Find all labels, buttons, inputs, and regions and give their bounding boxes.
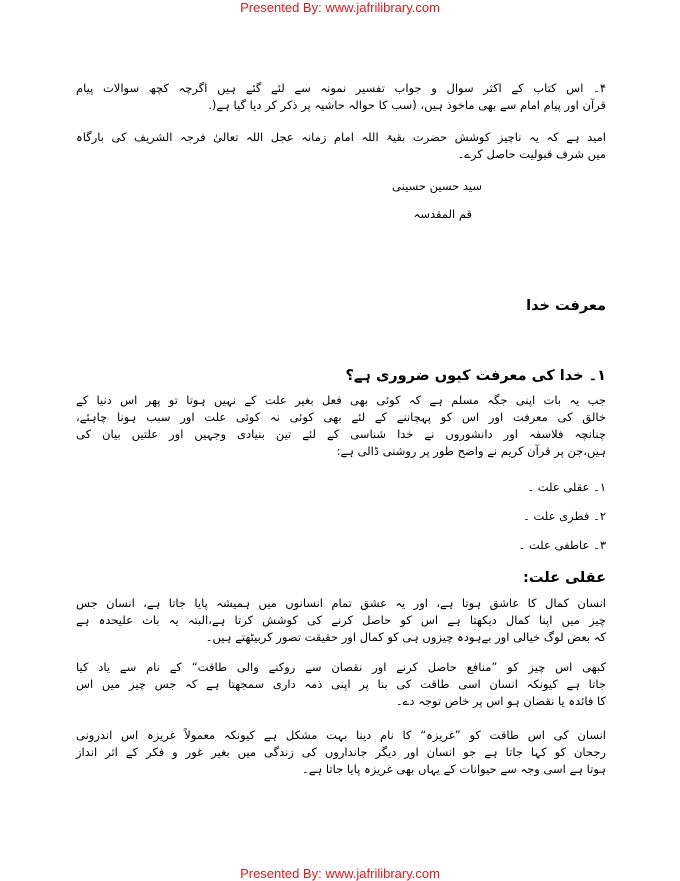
section-1-line: ہیں،جن پر قرآن کریم نے واضح طور پر روشنی ڈالی ہے: xyxy=(336,444,606,458)
section-1-line: خالق کی معرفت اور اس کو پہچاننے کے لئے بھی کوئی نہ کوئی علت اور سبب ہونا چاہئے، xyxy=(76,410,606,424)
section-1-heading: ۱۔ خدا کی معرفت کیوں ضروری ہے؟ xyxy=(345,368,606,384)
aqli-p3-line: رجحان کو کہا جاتا ہے جو انسان اور دیگر جانداروں کی زندگی میں بغیر غور و فکر کے اثر انداز xyxy=(76,745,606,759)
aqli-p1-line: انسان کمال کا عاشق ہوتا ہے، اور یہ عشق تمام انسانوں میں ہمیشہ پایا جاتا ہے، انسان جس xyxy=(76,596,606,610)
aqli-p2-line: کا فائدہ یا نقصان ہو اس پر خاص توجہ دے۔ xyxy=(395,694,606,708)
section-1-line: جب یہ بات اپنی جگہ مسلم ہے کہ کوئی بھی فعل بغیر علت کے نہیں ہوتا تو پھر اس دنیا کے xyxy=(76,393,606,407)
hope-line: میں شرف قبولیت حاصل کرے۔ xyxy=(457,147,606,161)
aqli-p1-line: کہ بعض لوگ خیالی اور بےہودہ چیزوں ہی کو کمال اور حقیقت تصور کربیٹھتے ہیں۔ xyxy=(205,630,606,644)
reason-item-aqli: ۱۔ عقلی علت ۔ xyxy=(527,480,606,494)
reason-item-atifi: ۳۔ عاطفی علت ۔ xyxy=(518,538,606,552)
author-place: قم المقدسہ xyxy=(413,207,472,221)
hope-paragraph xyxy=(76,129,606,163)
note-4-line: قرآن اور پیام امام سے بھی ماخوذ ہیں، (سب کا حوالہ حاشیہ پر ذکر کر دیا گیا ہے(. xyxy=(208,98,606,112)
aqli-paragraph-2 xyxy=(76,659,606,710)
reason-item-fitri: ۲۔ فطری علت ۔ xyxy=(523,509,606,523)
watermark-bottom[interactable]: Presented By: www.jafrilibrary.com xyxy=(240,866,440,881)
hope-line: امید ہے کہ یہ ناچیز کوشش حضرت بقیۃ اللہ امام زمانہ عجل اللہ تعالیٰ فرجہ الشریف کی بارگاہ xyxy=(76,130,606,144)
aqli-paragraph-1 xyxy=(76,595,606,646)
author-name: سید حسین حسینی xyxy=(392,179,482,193)
aqli-paragraph-3 xyxy=(76,727,606,778)
aqli-p2-line: کبھی اس چیز کو ”منافع حاصل کرنے اور نقصان سے روکنے والی طاقت“ کے نام سے یاد کیا xyxy=(76,660,606,674)
note-4-line: ۴۔ اس کتاب کے اکثر سوال و جواب تفسیر نمونہ سے لئے گئے ہیں اگرچہ کچھ سوالات پیام xyxy=(76,81,606,95)
watermark-top[interactable]: Presented By: www.jafrilibrary.com xyxy=(240,0,440,15)
aqli-p2-line: جاتا ہے کیونکہ انسان اسی طاقت کی بنا پر اپنی ذمہ داری سمجھتا ہے کہ جس چیز میں اس xyxy=(76,677,606,691)
aqli-heading: عقلی علت: xyxy=(523,570,606,586)
aqli-p3-line: انسان کی اس طاقت کو ”غریزہ“ کا نام دینا بہت مشکل ہے کیونکہ معمولاً غریزہ اس اندرونی xyxy=(76,728,606,742)
aqli-p3-line: ہوتا ہے اسی وجہ سے حیوانات کے یہاں بھی غریزہ پایا جاتا ہے۔ xyxy=(302,762,606,776)
section-1-paragraph xyxy=(76,392,606,460)
chapter-title: معرفت خدا xyxy=(526,298,606,314)
aqli-p1-line: چیز میں اپنا کمال دیکھتا ہے اس کو حاصل کرنے کی کوشش کرتا ہے،البتہ یہ بات علیحدہ ہے xyxy=(76,613,606,627)
section-1-line: چنانچہ فلاسفہ اور دانشوروں نے خدا شناسی کے لئے تین بنیادی وجہیں اور علتیں بیان کی xyxy=(76,427,606,441)
note-4-paragraph xyxy=(76,80,606,114)
